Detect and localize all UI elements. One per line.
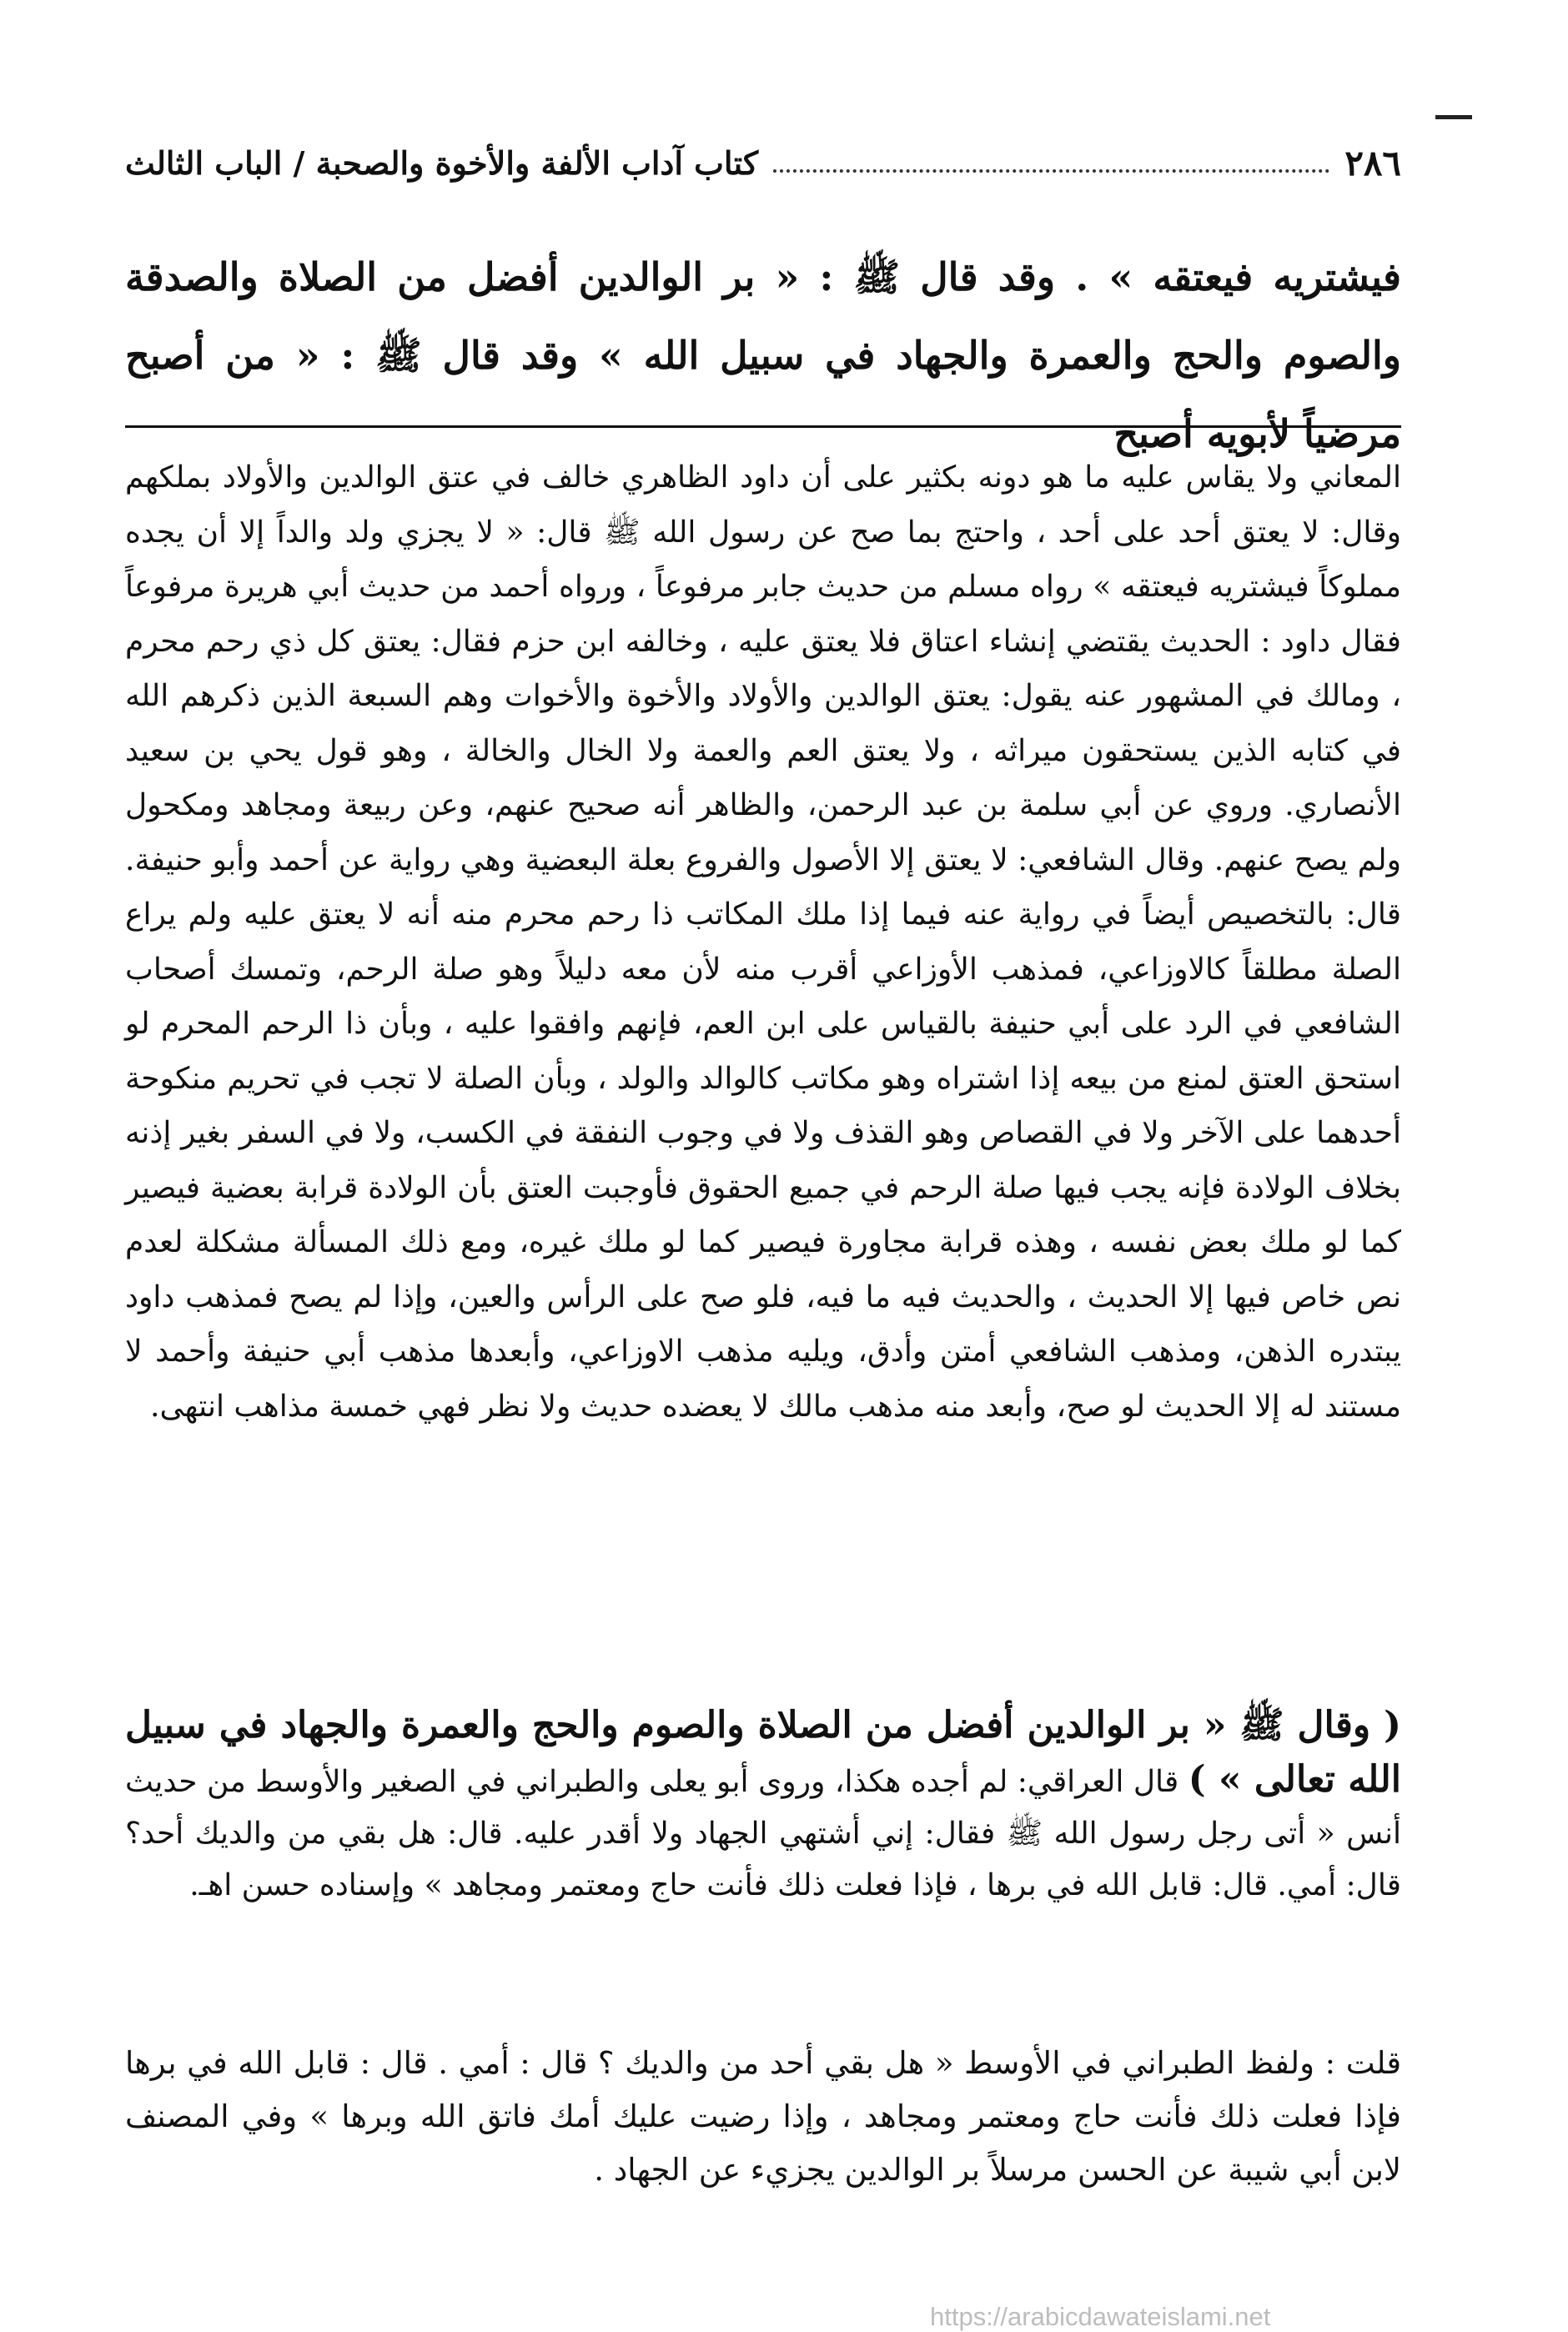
- commentary-paragraph: [125, 1700, 1401, 1912]
- qultu-paragraph: قلت : ولفظ الطبراني في الأوسط « هل بقي أحد من والديك ؟ قال : أمي . قال : قابل الله في برها فإذا فعلت ذلك فأنت حاج ومعتمر ومجاهد ، وإذا رضيت عليك أمك فاتق الله وبرها » وفي المصنف لابن أبي شيبة عن الحسن مرسلاً بر الوالدين يجزيء عن الجهاد .: [125, 2045, 1401, 2188]
- footnote-separator: [125, 425, 1401, 428]
- footnote: [125, 450, 1401, 1434]
- corner-mark: [1435, 115, 1472, 119]
- running-head: [125, 133, 1401, 192]
- qultu-note: [125, 2037, 1401, 2197]
- commentary: [125, 1700, 1401, 1912]
- page-number: ٢٨٦: [1344, 142, 1401, 183]
- watermark-url: https://arabicdawateislami.net: [930, 2302, 1271, 2331]
- footnote-paragraph: المعاني ولا يقاس عليه ما هو دونه بكثير على أن داود الظاهري خالف في عتق الوالدين والأولاد بملكهم وقال: لا يعتق أحد على أحد ، واحتج بما صح عن رسول الله ﷺ قال: « لا يجزي ولد والداً إلا أن يجده مملوكاً فيشتريه فيعتقه » رواه مسلم من حديث جابر مرفوعاً ، ورواه أحمد من حديث أبي هريرة مرفوعاً فقال داود : الحديث يقتضي إنشاء اعتاق فلا يعتق عليه ، وخالفه ابن حزم فقال: يعتق كل ذي رحم محرم ، ومالك في المشهور عنه يقول: يعتق الوالدين والأولاد والأخوة والأخوات وهم السبعة الذين ذكرهم الله في كتابه الذين يستحقون ميراثه ، ولا يعتق العم والعمة ولا الخال والخالة ، وهو قول يحي بن سعيد الأنصاري. وروي عن أبي سلمة بن عبد الرحمن، والظاهر أنه صحيح عنهم، وعن ربيعة ومجاهد ومكحول ولم يصح عنهم. وقال الشافعي: لا يعتق إلا الأصول والفروع بعلة البعضية وهي رواية عن أحمد وأبو حنيفة. قال: بالتخصيص أيضاً في رواية عنه فيما إذا ملك المكاتب ذا رحم محرم منه أنه لا يعتق عليه ولم يراع الصلة مطلقاً كالاوزاعي، فمذهب الأوزاعي أقرب منه لأن معه دليلاً وهو صلة الرحم، وتمسك أصحاب الشافعي في الرد على أبي حنيفة بالقياس على ابن العم، فإنهم وافقوا عليه ، وبأن ذا الرحم المحرم لو استحق العتق لمنع من بيعه إذا اشتراه وهو مكاتب كالوالد والولد ، وبأن الصلة لا تجب في تحريم منكوحة أحدهما على الآخر ولا في القصاص وهو القذف ولا في وجوب النفقة في الكسب، ولا في السفر بغير إذنه بخلاف الولادة فإنه يجب فيها صلة الرحم في جميع الحقوق فأوجبت العتق بأن الولادة قرابة بعضية فيصير كما لو ملك بعض نفسه ، وهذه قرابة مجاورة فيصير كما لو ملك غيره، ومع ذلك المسألة مشكلة لعدم نص خاص فيها إلا الحديث ، والحديث فيه ما فيه، فلو صح على الرأس والعين، وإذا لم يصح فمذهب داود يبتدره الذهن، ومذهب الشافعي أمتن وأدق، ويليه مذهب الاوزاعي، وأبعدها مذهب أبي حنيفة وأحمد لا مستند له إلا الحديث لو صح، وأبعد منه مذهب مالك لا يعضده حديث ولا نظر فهي خمسة مذاهب انتهى.: [125, 460, 1402, 1424]
- commentary-text: قال العراقي: لم أجده هكذا، وروى أبو يعلى والطبراني في الصغير والأوسط من حديث أنس « أتى رجل رسول الله ﷺ فقال: إني أشتهي الجهاد ولا أقدر عليه. قال: هل بقي من والديك أحد؟ قال: أمي. قال: قابل الله في برها ، فإذا فعلت ذلك فأنت حاج ومعتمر ومجاهد » وإسناده حسن اهـ.: [125, 1765, 1401, 1902]
- main-paragraph: فيشتريه فيعتقه » . وقد قال ﷺ : « بر الوالدين أفضل من الصلاة والصدقة والصوم والحج والعمرة والجهاد في سبيل الله » وقد قال ﷺ : « من أصبح مرضياً لأبويه أصبح: [125, 254, 1401, 456]
- commentary-lemma: ( وقال ﷺ « بر الوالدين أفضل من الصلاة والصوم والحج والعمرة والجهاد في سبيل الله تعالى » ): [125, 1704, 1401, 1801]
- leader-dots: [773, 169, 1329, 173]
- main-text: [125, 238, 1401, 473]
- book-title: كتاب آداب الألفة والأخوة والصحبة / الباب الثالث: [125, 143, 759, 182]
